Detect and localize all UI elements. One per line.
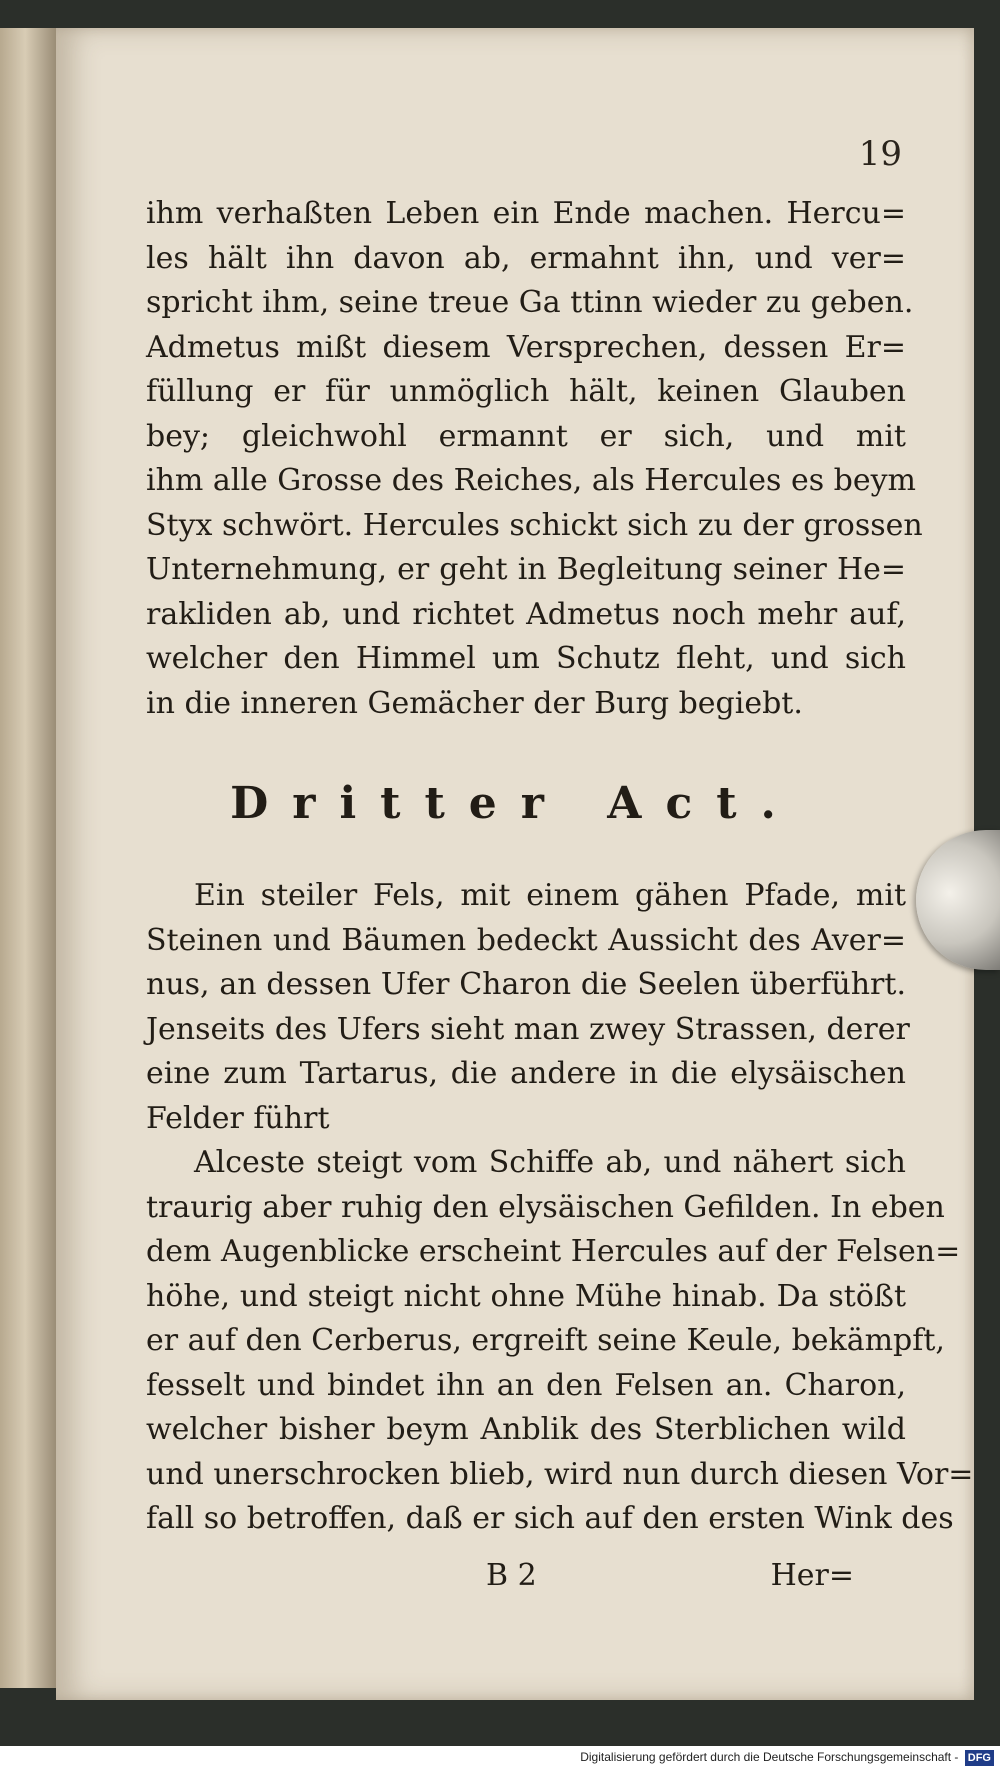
text-line-last: in die inneren Gemächer der Burg begiebt. bbox=[146, 685, 803, 721]
section-heading: Dritter Act. bbox=[230, 778, 800, 829]
dfg-logo-icon: DFG bbox=[965, 1750, 994, 1766]
signature-mark: B 2 bbox=[486, 1558, 537, 1593]
text-line: welcher den Himmel um Schutz fleht, und sich bbox=[146, 641, 906, 676]
text-line: bey; gleichwohl ermannt er sich, und mit bbox=[146, 418, 906, 454]
catchword: Her= bbox=[770, 1558, 854, 1593]
paragraph-1 bbox=[146, 192, 923, 726]
text-line: rakliden ab, und richtet Admetus noch mehr auf, bbox=[146, 596, 906, 632]
digitization-banner bbox=[0, 1746, 1000, 1768]
page-number: 19 bbox=[858, 134, 902, 174]
text-line: Alceste steigt vom Schiffe ab, und nähert sich bbox=[194, 1145, 906, 1180]
text-line: fall so betroffen, daß er sich auf den ersten Wink des bbox=[146, 1501, 954, 1536]
text-line: fesselt und bindet ihn an den Felsen an. Charon, bbox=[146, 1367, 906, 1403]
text-line: welcher bisher beym Anblik des Sterblichen wild bbox=[146, 1412, 906, 1447]
text-line: ihm alle Grosse des Reiches, als Hercules es beym bbox=[146, 463, 916, 498]
text-line: Admetus mißt diesem Versprechen, dessen Er= bbox=[146, 329, 906, 365]
text-line: er auf den Cerberus, ergreift seine Keule, bekämpft, bbox=[146, 1323, 945, 1358]
text-line: les hält ihn davon ab, ermahnt ihn, und ver= bbox=[146, 240, 906, 276]
text-line: traurig aber ruhig den elysäischen Gefilden. In eben bbox=[146, 1189, 945, 1225]
text-line: nus, an dessen Ufer Charon die Seelen überführt. bbox=[146, 967, 906, 1002]
text-line: und unerschrocken blieb, wird nun durch diesen Vor= bbox=[146, 1456, 974, 1492]
text-line: Ein steiler Fels, mit einem gähen Pfade, mit bbox=[194, 878, 906, 913]
text-line: dem Augenblicke erscheint Hercules auf der Felsen= bbox=[146, 1234, 961, 1269]
text-line: spricht ihm, seine treue Ga ttinn wieder zu geben. bbox=[146, 285, 914, 320]
paragraph-2 bbox=[146, 874, 974, 1542]
left-page-edge bbox=[0, 28, 56, 1688]
text-line: füllung er für unmöglich hält, keinen Glauben bbox=[146, 374, 906, 409]
banner-text: Digitalisierung gefördert durch die Deutsche Forschungsgemeinschaft - bbox=[580, 1750, 959, 1764]
text-line-last: Felder führt bbox=[146, 1100, 330, 1136]
text-line: Steinen und Bäumen bedeckt Aussicht des Aver= bbox=[146, 922, 906, 958]
text-line: Unternehmung, er geht in Begleitung seiner He= bbox=[146, 552, 906, 587]
book-page bbox=[56, 28, 974, 1700]
text-line: Jenseits des Ufers sieht man zwey Strassen, derer bbox=[146, 1011, 910, 1047]
text-line: Styx schwört. Hercules schickt sich zu der grossen bbox=[146, 507, 923, 543]
text-line: höhe, und steigt nicht ohne Mühe hinab. Da stößt bbox=[146, 1278, 906, 1314]
text-line: ihm verhaßten Leben ein Ende machen. Hercu= bbox=[146, 196, 906, 231]
text-line: eine zum Tartarus, die andere in die elysäischen bbox=[146, 1056, 906, 1091]
